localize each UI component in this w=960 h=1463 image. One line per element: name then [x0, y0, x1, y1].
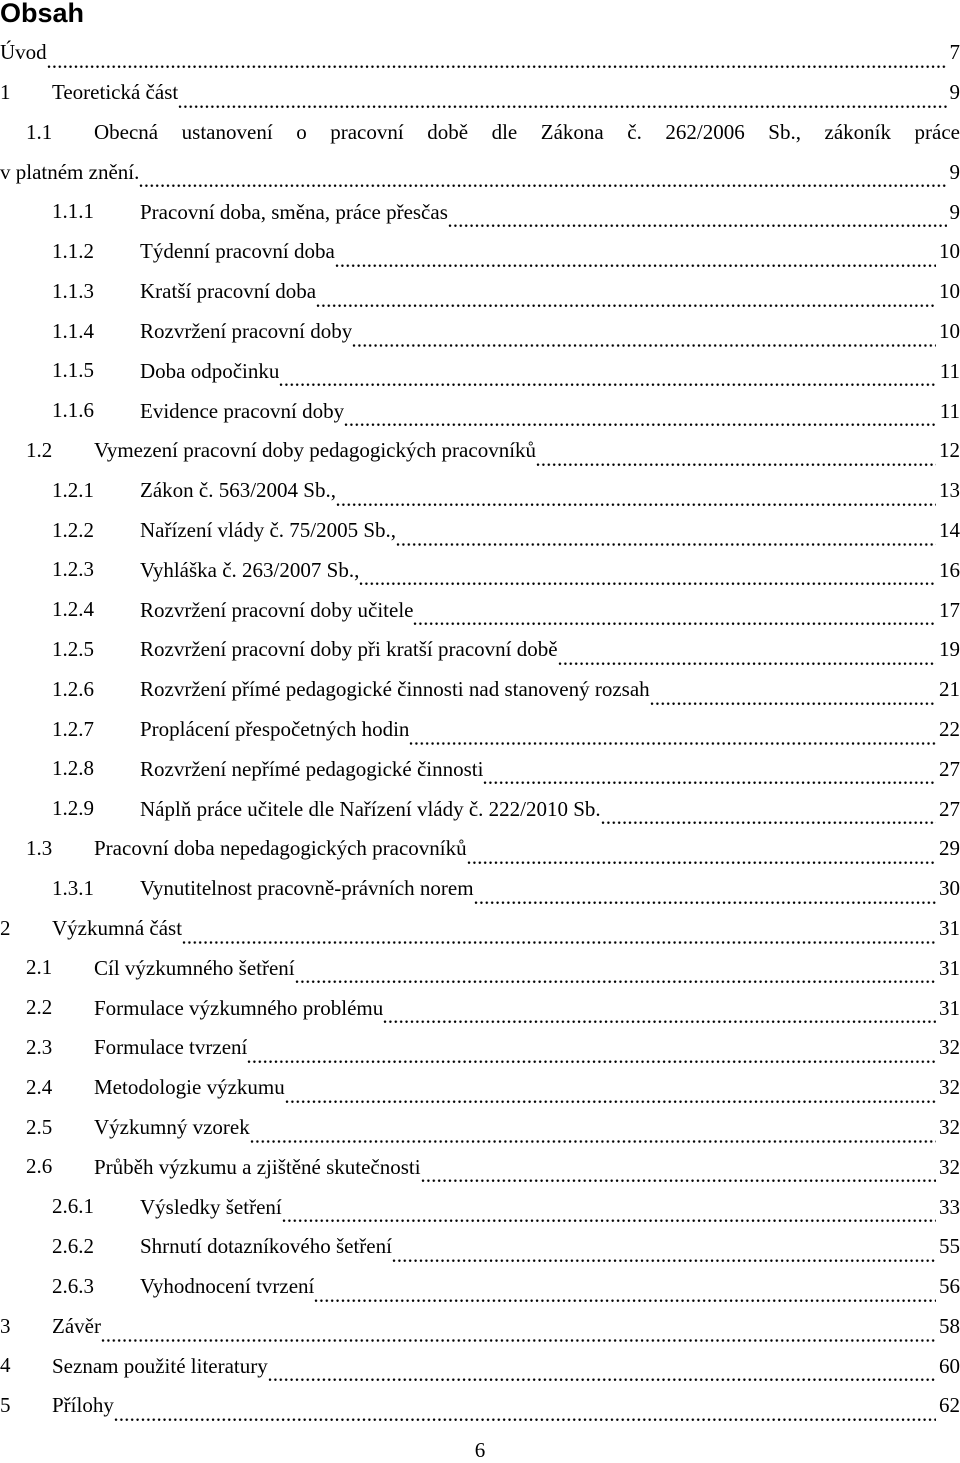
toc-entry[interactable]	[0, 272, 960, 312]
toc-entry[interactable]	[0, 1108, 960, 1148]
toc-entry-number: 2.3	[26, 1028, 52, 1068]
toc-entry-title: Závěr	[52, 1314, 101, 1339]
toc-entry[interactable]	[0, 1147, 960, 1187]
toc-entry-number: 2.6	[26, 1147, 52, 1187]
toc-entry-title: Seznam použité literatury	[52, 1354, 268, 1379]
toc-entry-page: 32	[936, 1155, 960, 1180]
toc-entry-title-continued: v platném znění.	[0, 160, 139, 185]
toc-entry[interactable]	[0, 948, 960, 988]
toc-entry[interactable]	[0, 113, 960, 193]
toc-entry-number: 1.1.1	[52, 192, 94, 232]
toc-entry-title: Vyhodnocení tvrzení	[140, 1274, 314, 1299]
toc-dot-leader	[448, 192, 947, 232]
toc-entry[interactable]	[0, 829, 960, 869]
toc-dot-leader	[335, 232, 936, 272]
toc-entry-page: 10	[936, 279, 960, 304]
toc-entry[interactable]	[0, 909, 960, 949]
toc-entry-number: 1.1.5	[52, 351, 94, 391]
toc-entry-page: 60	[936, 1354, 960, 1379]
toc-entry-title: Rozvržení pracovní doby učitele	[140, 598, 413, 623]
toc-entry-title: Metodologie výzkumu	[94, 1075, 285, 1100]
toc-entry-title: Náplň práce učitele dle Nařízení vlády č. 222/2010 Sb.	[140, 797, 601, 822]
toc-entry[interactable]	[0, 232, 960, 272]
toc-entry[interactable]	[0, 1346, 960, 1386]
toc-entry-title: Výsledky šetření	[140, 1195, 282, 1220]
toc-entry-title: Proplácení přespočetných hodin	[140, 717, 409, 742]
toc-dot-leader	[409, 710, 936, 750]
toc-entry-page: 32	[936, 1075, 960, 1100]
toc-entry-number: 1.1.6	[52, 391, 94, 431]
toc-entry-title: Výzkumná část	[52, 916, 182, 941]
toc-entry-number: 2.6.3	[52, 1267, 94, 1307]
toc-entry-page: 9	[947, 200, 960, 225]
toc-entry-title: Pracovní doba, směna, práce přesčas	[140, 200, 448, 225]
toc-entry-title: Výzkumný vzorek	[94, 1115, 250, 1140]
toc-entry-number: 1.3.1	[52, 869, 94, 909]
toc-entry-number: 1.2.5	[52, 630, 94, 670]
toc-entry-number: 1.1.4	[52, 312, 94, 352]
toc-dot-leader	[279, 351, 936, 391]
toc-entry[interactable]	[0, 590, 960, 630]
toc-entry-page: 33	[936, 1195, 960, 1220]
toc-entry[interactable]	[0, 192, 960, 232]
toc-dot-leader	[316, 272, 936, 312]
toc-entry-page: 13	[936, 478, 960, 503]
page-title: Obsah	[0, 0, 84, 26]
toc-entry[interactable]	[0, 511, 960, 551]
toc-entry-number: 1.2.4	[52, 590, 94, 630]
toc-entry-page: 32	[936, 1115, 960, 1140]
toc-dot-leader	[182, 909, 936, 949]
toc-entry-page: 22	[936, 717, 960, 742]
toc-entry[interactable]	[0, 550, 960, 590]
toc-entry[interactable]	[0, 33, 960, 73]
toc-entry-number: 1.2.2	[52, 511, 94, 551]
toc-dot-leader	[139, 152, 946, 192]
toc-entry-number: 2.2	[26, 988, 52, 1028]
toc-entry[interactable]	[0, 1386, 960, 1426]
toc-entry[interactable]	[0, 1307, 960, 1347]
toc-entry[interactable]	[0, 1068, 960, 1108]
toc-entry-title: Týdenní pracovní doba	[140, 239, 335, 264]
toc-entry[interactable]	[0, 869, 960, 909]
toc-dot-leader	[467, 829, 936, 869]
toc-entry-page: 11	[937, 399, 960, 424]
toc-dot-leader	[474, 869, 936, 909]
toc-entry[interactable]	[0, 391, 960, 431]
toc-entry-page: 21	[936, 677, 960, 702]
toc-entry-page: 31	[936, 916, 960, 941]
toc-entry-title: Přílohy	[52, 1393, 114, 1418]
toc-entry-number: 1.1.2	[52, 232, 94, 272]
toc-entry-page: 31	[936, 956, 960, 981]
toc-entry[interactable]	[0, 670, 960, 710]
toc-entry-number: 1.2.7	[52, 710, 94, 750]
toc-entry-title: Evidence pracovní doby	[140, 399, 344, 424]
toc-entry[interactable]	[0, 73, 960, 113]
toc-entry-title: Rozvržení nepřímé pedagogické činnosti	[140, 757, 483, 782]
toc-dot-leader	[396, 511, 936, 551]
toc-entry-number: 1	[0, 73, 11, 113]
toc-entry-page: 11	[937, 359, 960, 384]
toc-entry-number: 1.2.9	[52, 789, 94, 829]
toc-dot-leader	[282, 1187, 936, 1227]
toc-entry[interactable]	[0, 710, 960, 750]
toc-entry-title: Rozvržení pracovní doby při kratší pracovní době	[140, 637, 558, 662]
toc-entry-number: 2.6.1	[52, 1187, 94, 1227]
toc-entry-number: 2	[0, 909, 11, 949]
toc-dot-leader	[352, 312, 936, 352]
toc-entry-title: Vymezení pracovní doby pedagogických pracovníků	[94, 438, 536, 463]
toc-entry-title: Doba odpočinku	[140, 359, 279, 384]
toc-entry-number: 4	[0, 1346, 11, 1386]
toc-entry[interactable]	[0, 351, 960, 391]
toc-entry-number: Úvod	[0, 33, 47, 73]
toc-dot-leader	[650, 670, 936, 710]
toc-entry-number: 2.5	[26, 1108, 52, 1148]
toc-dot-leader	[295, 948, 936, 988]
table-of-contents	[0, 33, 960, 1426]
toc-entry-page: 56	[936, 1274, 960, 1299]
toc-entry-number: 5	[0, 1386, 11, 1426]
toc-entry[interactable]	[0, 1267, 960, 1307]
toc-entry-title: Rozvržení pracovní doby	[140, 319, 352, 344]
toc-entry-page: 7	[947, 40, 960, 65]
toc-entry-number: 2.1	[26, 948, 52, 988]
toc-entry[interactable]	[0, 988, 960, 1028]
toc-entry-number: 1.1.3	[52, 272, 94, 312]
toc-dot-leader	[413, 590, 936, 630]
toc-dot-leader	[336, 471, 936, 511]
toc-entry-page: 62	[936, 1393, 960, 1418]
toc-dot-leader	[268, 1346, 936, 1386]
toc-dot-leader	[558, 630, 936, 670]
toc-entry[interactable]	[0, 471, 960, 511]
toc-entry[interactable]	[0, 630, 960, 670]
toc-entry-number: 1.2.1	[52, 471, 94, 511]
toc-dot-leader	[536, 431, 936, 471]
toc-entry-page: 32	[936, 1035, 960, 1060]
toc-entry-number: 1.2.8	[52, 749, 94, 789]
toc-entry[interactable]	[0, 431, 960, 471]
toc-entry-title: Cíl výzkumného šetření	[94, 956, 295, 981]
toc-entry[interactable]	[0, 749, 960, 789]
toc-entry-title: Vynutitelnost pracovně-právních norem	[140, 876, 474, 901]
toc-entry-page: 10	[936, 319, 960, 344]
toc-entry-title: Rozvržení přímé pedagogické činnosti nad stanovený rozsah	[140, 677, 650, 702]
toc-dot-leader	[383, 988, 936, 1028]
toc-dot-leader	[344, 391, 937, 431]
toc-dot-leader	[359, 550, 936, 590]
toc-dot-leader	[601, 789, 936, 829]
toc-entry[interactable]	[0, 1187, 960, 1227]
toc-dot-leader	[247, 1028, 936, 1068]
toc-entry-page: 14	[936, 518, 960, 543]
toc-entry[interactable]	[0, 1028, 960, 1068]
toc-entry-title: Formulace tvrzení	[94, 1035, 247, 1060]
toc-entry-number: 3	[0, 1307, 11, 1347]
toc-dot-leader	[250, 1108, 936, 1148]
toc-entry-page: 12	[936, 438, 960, 463]
toc-entry-number: 2.4	[26, 1068, 52, 1108]
toc-dot-leader	[314, 1267, 936, 1307]
toc-dot-leader	[392, 1227, 936, 1267]
toc-entry-title: Vyhláška č. 263/2007 Sb.,	[140, 558, 359, 583]
toc-entry-number: 1.3	[26, 829, 52, 869]
toc-entry-title: Průběh výzkumu a zjištěné skutečnosti	[94, 1155, 421, 1180]
toc-entry-page: 27	[936, 757, 960, 782]
toc-entry-page: 31	[936, 996, 960, 1021]
toc-dot-leader	[421, 1147, 936, 1187]
toc-entry-page: 55	[936, 1234, 960, 1259]
toc-entry-number: 1.2.3	[52, 550, 94, 590]
toc-entry-page: 17	[936, 598, 960, 623]
toc-entry-title: Formulace výzkumného problému	[94, 996, 383, 1021]
toc-entry-page: 16	[936, 558, 960, 583]
toc-entry-page: 30	[936, 876, 960, 901]
toc-entry[interactable]	[0, 789, 960, 829]
toc-entry-number: 1.2	[26, 431, 52, 471]
toc-entry-page: 29	[936, 836, 960, 861]
toc-entry-title: Pracovní doba nepedagogických pracovníků	[94, 836, 467, 861]
toc-entry-title: Teoretická část	[52, 80, 178, 105]
toc-entry-number: 1.2.6	[52, 670, 94, 710]
toc-dot-leader	[285, 1068, 936, 1108]
toc-entry-title: Zákon č. 563/2004 Sb.,	[140, 478, 336, 503]
toc-entry-page: 58	[936, 1314, 960, 1339]
toc-entry-page: 19	[936, 637, 960, 662]
toc-entry-number: 1.1	[26, 113, 52, 153]
toc-entry-title: Obecná ustanovení o pracovní době dle Zákona č. 262/2006 Sb., zákoník práce	[94, 113, 960, 153]
toc-entry[interactable]	[0, 1227, 960, 1267]
toc-entry-page: 9	[947, 160, 960, 185]
toc-entry[interactable]	[0, 312, 960, 352]
toc-dot-leader	[114, 1386, 936, 1426]
toc-dot-leader	[178, 73, 946, 113]
toc-entry-number: 2.6.2	[52, 1227, 94, 1267]
toc-entry-page: 27	[936, 797, 960, 822]
toc-dot-leader	[101, 1307, 936, 1347]
page-number: 6	[0, 1437, 960, 1463]
toc-dot-leader	[483, 749, 936, 789]
toc-entry-page: 10	[936, 239, 960, 264]
toc-entry-title: Nařízení vlády č. 75/2005 Sb.,	[140, 518, 396, 543]
toc-entry-page: 9	[947, 80, 960, 105]
toc-entry-title: Shrnutí dotazníkového šetření	[140, 1234, 392, 1259]
toc-entry-title: Kratší pracovní doba	[140, 279, 316, 304]
toc-dot-leader	[47, 33, 947, 73]
